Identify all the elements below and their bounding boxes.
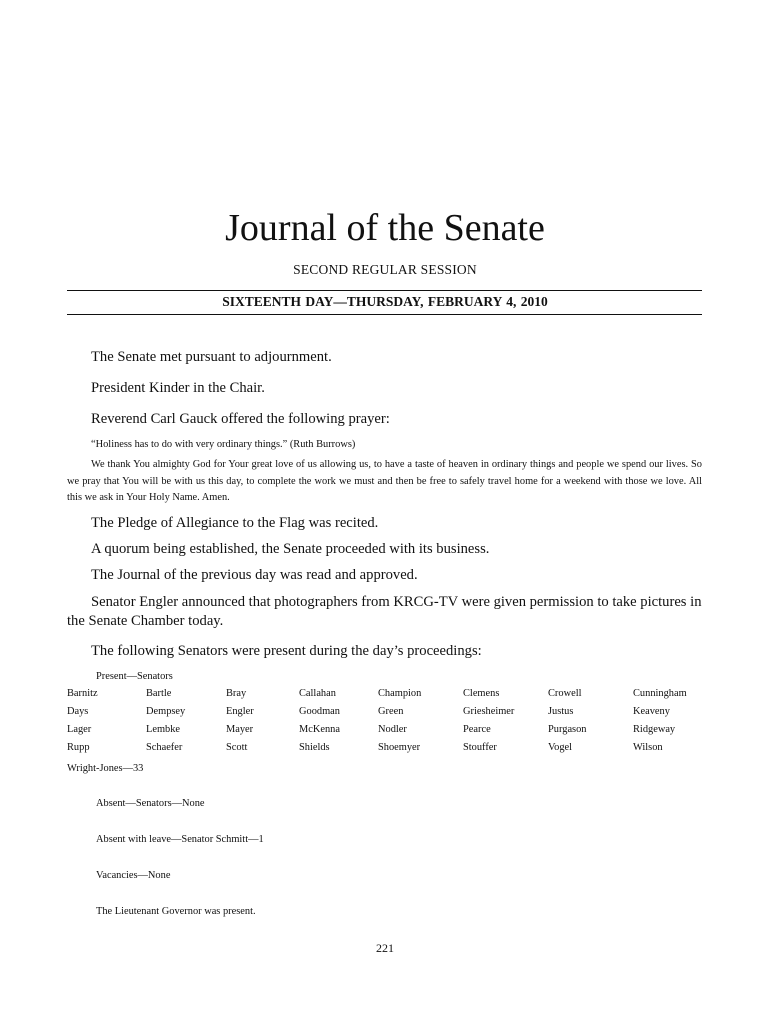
paragraph-prayer-intro: Reverend Carl Gauck offered the following prayer: xyxy=(91,411,390,427)
senator-name: Bartle xyxy=(146,688,172,699)
senator-name: Vogel xyxy=(548,742,573,753)
senator-name: Lager xyxy=(67,724,92,735)
paragraph-adjournment: The Senate met pursuant to adjournment. xyxy=(91,349,332,365)
roll-call-table xyxy=(67,688,707,760)
senator-name: Clemens xyxy=(463,688,500,699)
roll-call-total: Wright-Jones—33 xyxy=(67,763,144,774)
paragraph-journal-approved: The Journal of the previous day was read and approved. xyxy=(91,567,418,583)
senator-name: Purgason xyxy=(548,724,587,735)
senator-name: Bray xyxy=(226,688,247,699)
roll-call-row xyxy=(67,706,707,724)
senator-name: Goodman xyxy=(299,706,340,717)
page-number: 221 xyxy=(376,941,394,955)
absent-note: Absent—Senators—None xyxy=(96,798,205,809)
paragraph-senators-present: The following Senators were present during the day’s proceedings: xyxy=(91,643,482,659)
senator-name: Crowell xyxy=(548,688,582,699)
senator-name: Champion xyxy=(378,688,422,699)
senator-name: Griesheimer xyxy=(463,706,515,717)
senator-name: Callahan xyxy=(299,688,336,699)
senator-name: Lembke xyxy=(146,724,181,735)
senator-name: Keaveny xyxy=(633,706,670,717)
roll-call-row xyxy=(67,688,707,706)
roll-call-row xyxy=(67,724,707,742)
senator-name: Cunningham xyxy=(633,688,687,699)
senator-name: McKenna xyxy=(299,724,340,735)
senator-name: Schaefer xyxy=(146,742,183,753)
senator-name: Shields xyxy=(299,742,330,753)
prayer-text: We thank You almighty God for Your great love of us allowing us, to have a taste of heaven in ordinary things and people we spend our lives. So we pray that You will be with us this day, to complete the work we must and then be free to safely travel home for a weekend with those we love. All this we ask in Your Holy Name. Amen. xyxy=(67,459,702,503)
senator-name: Stouffer xyxy=(463,742,497,753)
senator-name: Scott xyxy=(226,742,248,753)
roll-call-heading: Present—Senators xyxy=(96,671,173,682)
senator-name: Wilson xyxy=(633,742,663,753)
senator-name: Engler xyxy=(226,706,254,717)
paragraph-pledge: The Pledge of Allegiance to the Flag was recited. xyxy=(91,515,379,531)
paragraph-quorum: A quorum being established, the Senate proceeded with its business. xyxy=(91,541,490,557)
top-divider xyxy=(67,290,702,291)
senator-name: Green xyxy=(378,706,404,717)
absent-with-leave-note: Absent with leave—Senator Schmitt—1 xyxy=(96,834,264,845)
senator-name: Barnitz xyxy=(67,688,98,699)
senator-name: Ridgeway xyxy=(633,724,676,735)
session-label: SECOND REGULAR SESSION xyxy=(293,262,477,277)
senator-name: Rupp xyxy=(67,742,90,753)
bottom-divider xyxy=(67,314,702,315)
senator-name: Pearce xyxy=(463,724,491,735)
senator-name: Mayer xyxy=(226,724,254,735)
senator-name: Justus xyxy=(548,706,574,717)
senator-name: Dempsey xyxy=(146,706,186,717)
lieutenant-governor-note: The Lieutenant Governor was present. xyxy=(96,906,256,917)
roll-call-row xyxy=(67,742,707,760)
senator-name: Shoemyer xyxy=(378,742,421,753)
vacancies-note: Vacancies—None xyxy=(96,870,171,881)
senator-name: Days xyxy=(67,706,89,717)
day-heading: SIXTEENTH DAY—THURSDAY, FEBRUARY 4, 2010 xyxy=(222,294,548,309)
prayer-quote: “Holiness has to do with very ordinary things.” (Ruth Burrows) xyxy=(91,439,356,450)
paragraph-photographers: Senator Engler announced that photographers from KRCG-TV were given permission to take pictures in the Senate Chamber today. xyxy=(67,594,702,629)
senator-name: Nodler xyxy=(378,724,407,735)
paragraph-president: President Kinder in the Chair. xyxy=(91,380,265,396)
journal-title: Journal of the Senate xyxy=(225,207,545,249)
